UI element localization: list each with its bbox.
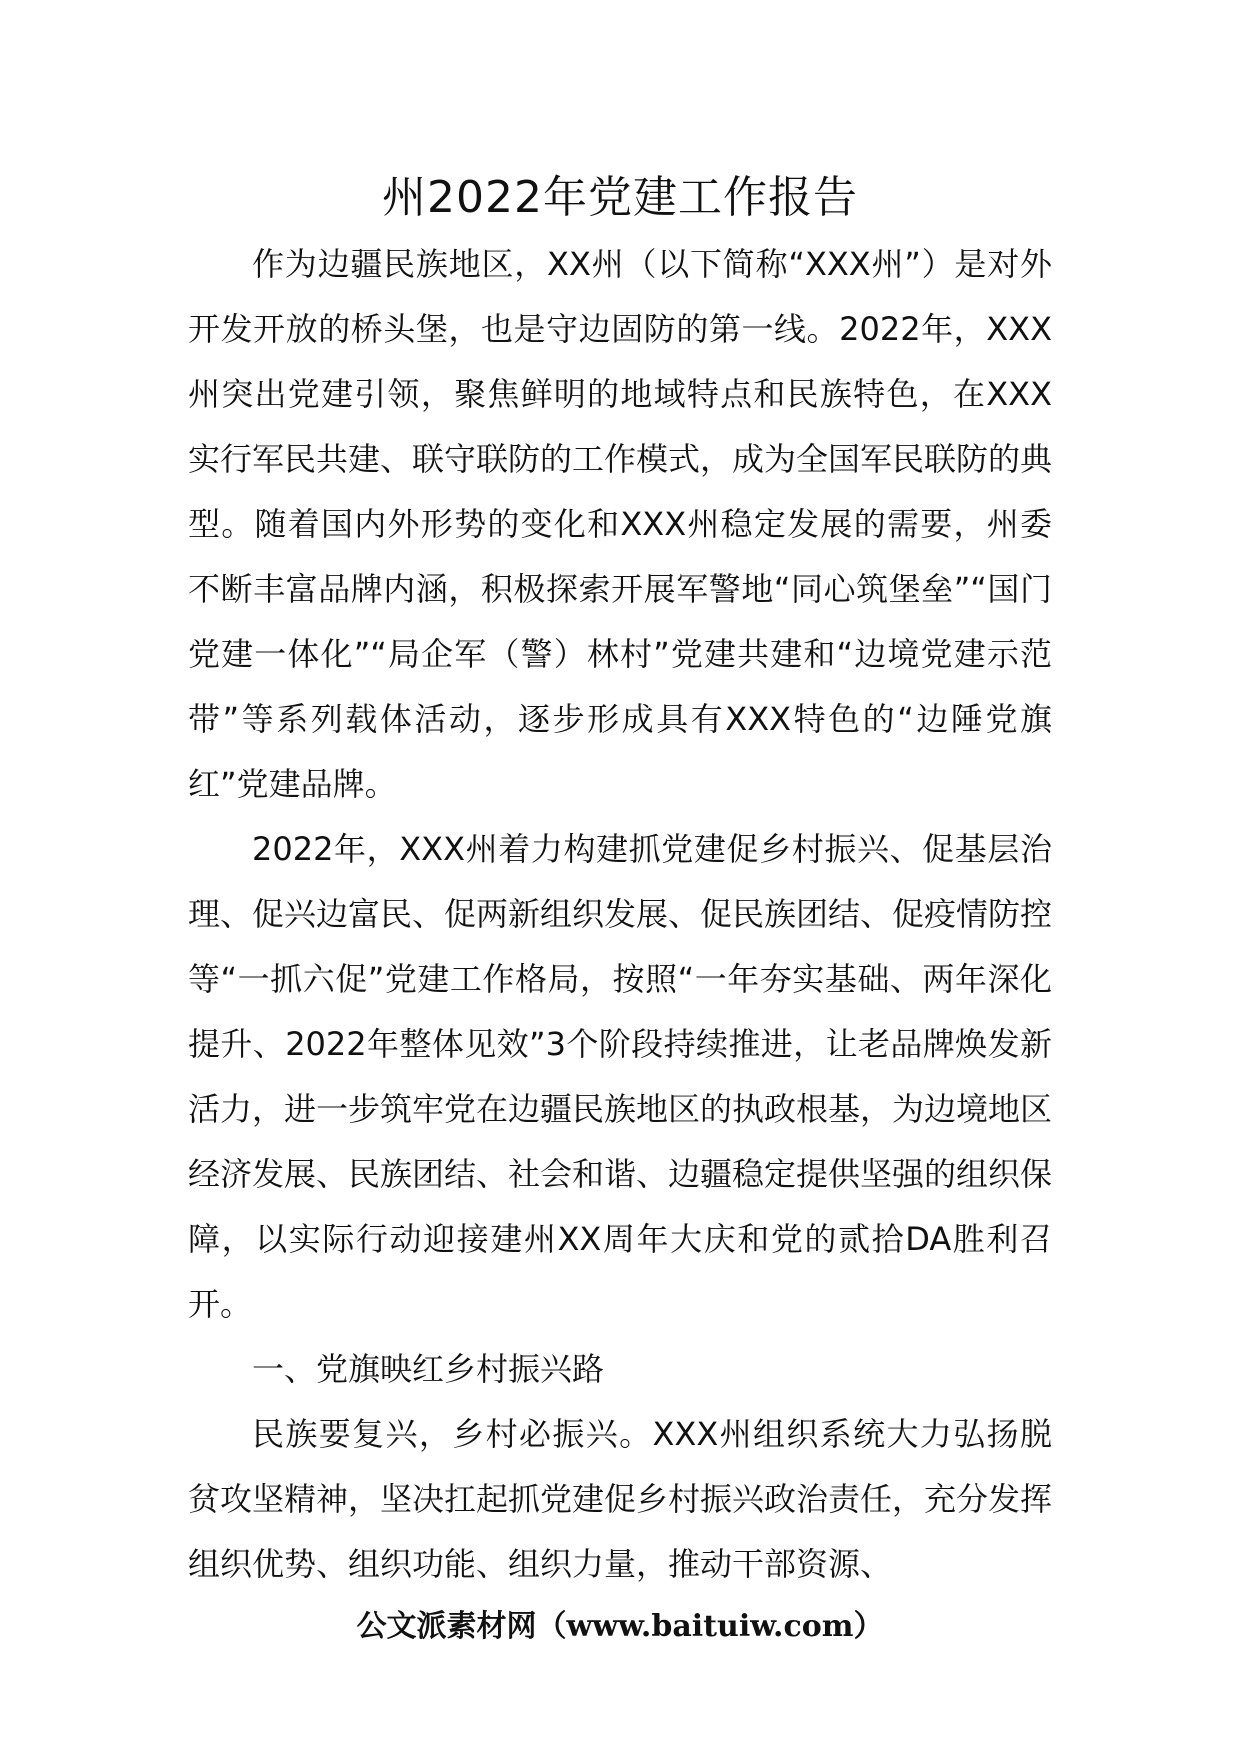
paragraph-intro: 作为边疆民族地区，XX州（以下简称“XXX州”）是对外开发开放的桥头堡，也是守边固防的第一线。2022年，XXX州突出党建引领，聚焦鲜明的地域特点和民族特色，在XXX实行军民共建、联守联防的工作模式，成为全国军民联防的典型。随着国内外形势的变化和XXX州稳定发展的需要，州委不断丰富品牌内涵，积极探索开展军警地“同心筑堡垒”“国门党建一体化”“局企军（警）林村”党建共建和“边境党建示范带”等系列载体活动，逐步形成具有XXX特色的“边陲党旗红”党建品牌。 — [188, 245, 1053, 803]
section-heading: 一、党旗映红乡村振兴路 — [252, 1350, 605, 1388]
document-body — [188, 232, 1052, 1597]
paragraph-section-one: 民族要复兴，乡村必振兴。XXX州组织系统大力弘扬脱贫攻坚精神，坚决扛起抓党建促乡村振兴政治责任，充分发挥组织优势、组织功能、组织力量，推动干部资源、 — [188, 1415, 1053, 1583]
footer-watermark: 公文派素材网（www.baituiw.com） — [356, 1609, 884, 1644]
document-title: 州2022年党建工作报告 — [382, 172, 858, 223]
paragraph-work-pattern: 2022年，XXX州着力构建抓党建促乡村振兴、促基层治理、促兴边富民、促两新组织发展、促民族团结、促疫情防控等“一抓六促”党建工作格局，按照“一年夯实基础、两年深化提升、2022年整体见效”3个阶段持续推进，让老品牌焕发新活力，进一步筑牢党在边疆民族地区的执政根基，为边境地区经济发展、民族团结、社会和谐、边疆稳定提供坚强的组织保障，以实际行动迎接建州XX周年大庆和党的贰拾DA胜利召开。 — [188, 830, 1053, 1323]
